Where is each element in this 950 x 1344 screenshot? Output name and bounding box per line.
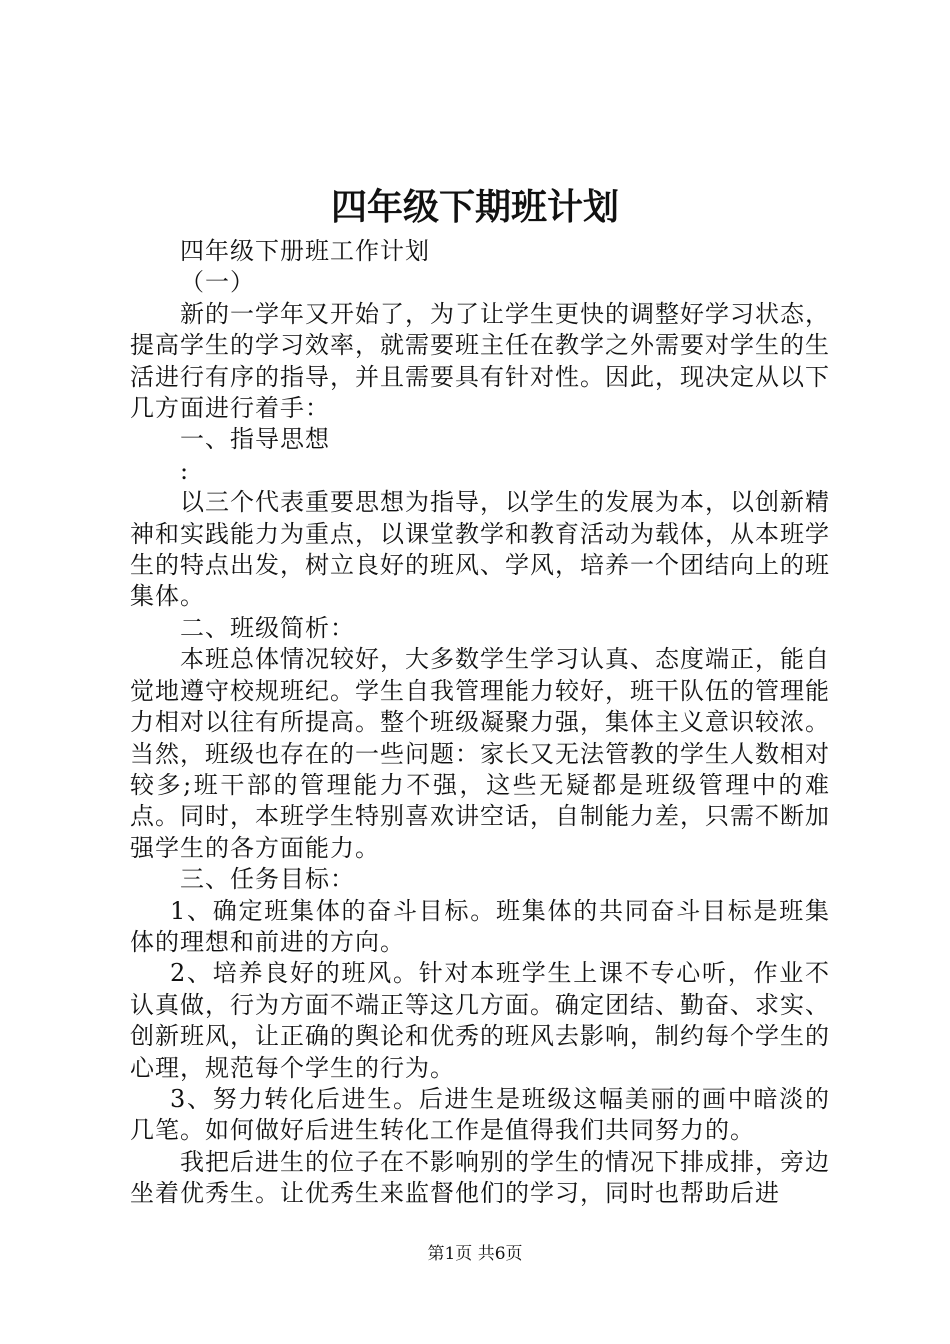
list-item-goal-2: 2、培养良好的班风。针对本班学生上课不专心听，作业不认真做，行为方面不端正等这几方面。确定团结、勤奋、求实、创新班风，让正确的舆论和优秀的班风去影响，制约每个学生的心理，规范每个学生的行为。 bbox=[130, 959, 830, 1082]
paragraph-seating: 我把后进生的位子在不影响别的学生的情况下排成排，旁边坐着优秀生。让优秀生来监督他们的学习，同时也帮助后进 bbox=[130, 1147, 830, 1208]
colon-line: : bbox=[180, 456, 190, 485]
document-body bbox=[130, 236, 830, 1210]
list-item-goal-1: 1、确定班集体的奋斗目标。班集体的共同奋斗目标是班集体的理想和前进的方向。 bbox=[130, 896, 830, 956]
document-title: 四年级下期班计划 bbox=[330, 187, 619, 228]
heading-guiding-thought: 一、指导思想 bbox=[180, 425, 330, 454]
paragraph-intro: 新的一学年又开始了，为了让学生更快的调整好学习状态，提高学生的学习效率，就需要班主任在教学之外需要对学生的生活进行有序的指导，并且需要具有针对性。因此，现决定从以下几方面进行着手： bbox=[130, 299, 830, 423]
subtitle: 四年级下册班工作计划 bbox=[180, 237, 430, 265]
paragraph-guiding-thought: 以三个代表重要思想为指导，以学生的发展为本，以创新精神和实践能力为重点，以课堂教学和教育活动为载体，从本班学生的特点出发，树立良好的班风、学风，培养一个团结向上的班集体。 bbox=[130, 488, 830, 611]
paragraph-class-analysis: 本班总体情况较好，大多数学生学习认真、态度端正，能自觉地遵守校规班纪。学生自我管理能力较好，班干队伍的管理能力相对以往有所提高。整个班级凝聚力强，集体主义意识较浓。当然，班级也存在的一些问题：家长又无法管教的学生人数相对较多;班干部的管理能力不强，这些无疑都是班级管理中的难点。同时，本班学生特别喜欢讲空话，自制能力差，只需不断加强学生的各方面能力。 bbox=[130, 645, 830, 862]
heading-task-goals: 三、任务目标： bbox=[180, 865, 355, 894]
page-footer: 第1页 共6页 bbox=[427, 1244, 523, 1264]
list-item-goal-3: 3、努力转化后进生。后进生是班级这幅美丽的画中暗淡的几笔。如何做好后进生转化工作是值得我们共同努力的。 bbox=[130, 1084, 830, 1145]
heading-class-analysis: 二、班级简析： bbox=[180, 613, 355, 642]
section-number: （一） bbox=[180, 268, 255, 297]
